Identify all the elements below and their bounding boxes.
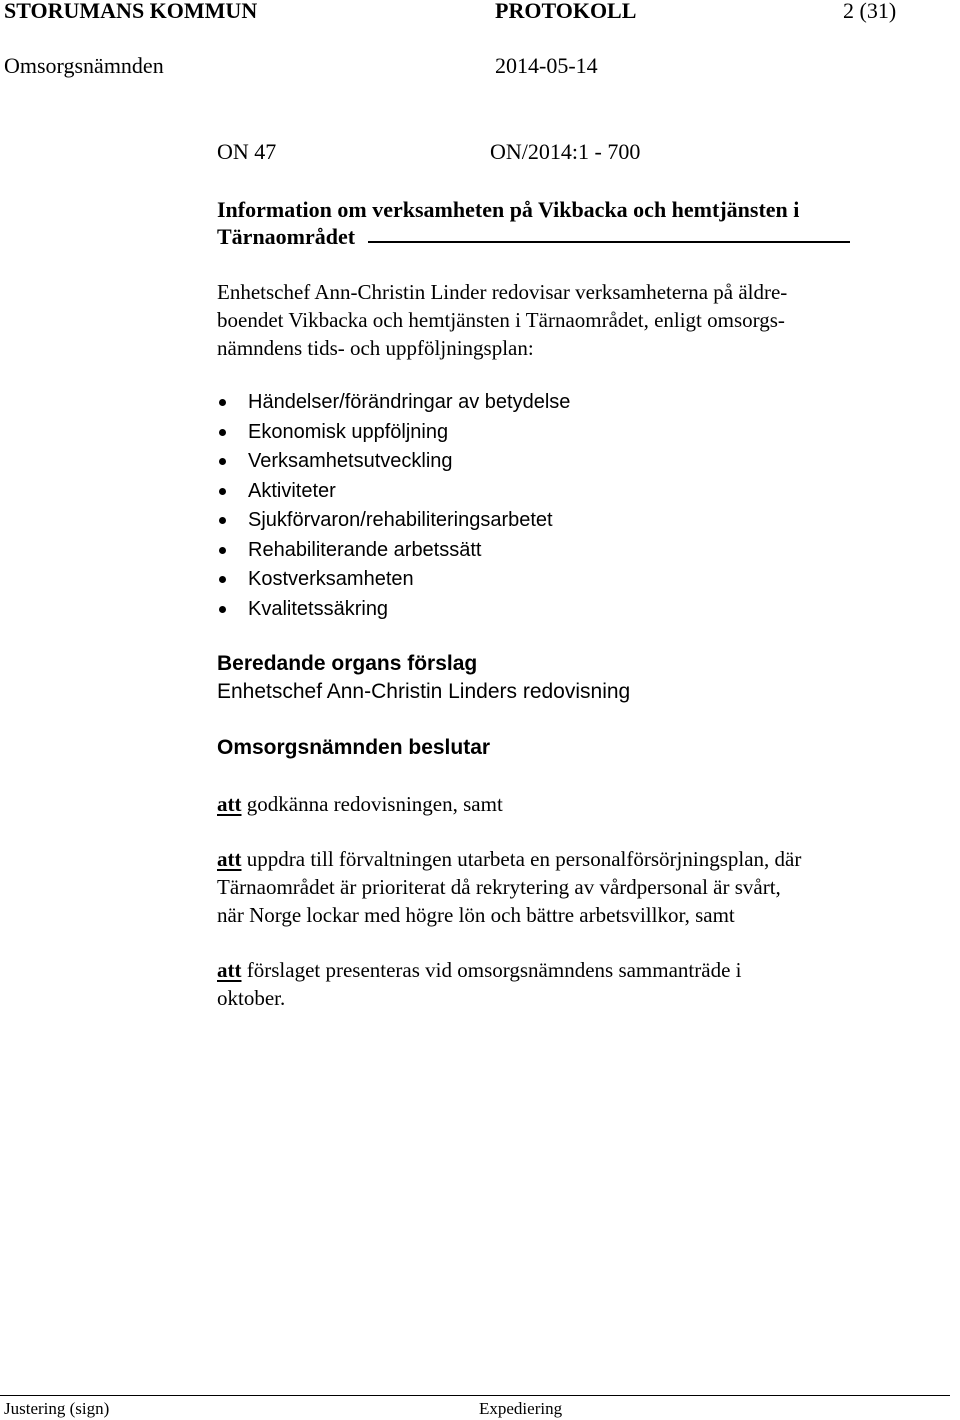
footer-expediering: Expediering	[479, 1399, 563, 1418]
proposal-heading: Beredande organs förslag	[217, 652, 478, 675]
decision-item-3-line2: oktober.	[217, 986, 286, 1010]
org-name: STORUMANS KOMMUN	[4, 0, 258, 23]
decision-heading: Omsorgsnämnden beslutar	[217, 736, 491, 759]
document-type: PROTOKOLL	[495, 0, 637, 23]
intro-line3: nämndens tids- och uppföljningsplan:	[217, 336, 534, 360]
page-number: 2 (31)	[843, 0, 897, 23]
bullet-dot-icon	[219, 458, 226, 465]
proposal-text: Enhetschef Ann-Christin Linders redovisning	[217, 680, 631, 703]
list-item: Ekonomisk uppföljning	[248, 421, 449, 443]
decision-item-text: uppdra till förvaltningen utarbeta en personalförsörjningsplan, där	[241, 847, 802, 871]
decision-item-text: godkänna redovisningen, samt	[241, 792, 503, 816]
list-item: Kostverksamheten	[248, 568, 414, 590]
case-title-line1: Information om verksamheten på Vikbacka och hemtjänsten i	[217, 197, 800, 222]
decision-item-2-line2: Tärnaområdet är prioriterat då rekrytering av vårdpersonal är svårt,	[217, 875, 781, 899]
list-item: Verksamhetsutveckling	[248, 450, 453, 472]
meeting-date: 2014-05-14	[495, 53, 598, 78]
list-item: Aktiviteter	[248, 480, 336, 502]
footer-divider	[0, 1395, 950, 1396]
bullet-dot-icon	[219, 547, 226, 554]
intro-line2: boendet Vikbacka och hemtjänsten i Tärnaområdet, enligt omsorgs-	[217, 308, 785, 332]
list-item: Sjukförvaron/rehabiliteringsarbetet	[248, 509, 553, 531]
title-underline	[368, 241, 850, 243]
decision-item-1	[217, 790, 503, 818]
bullet-dot-icon	[219, 399, 226, 406]
intro-line1: Enhetschef Ann-Christin Linder redovisar verksamheterna på äldre-	[217, 280, 788, 304]
decision-item-3-line1	[217, 956, 741, 984]
decision-item-2-line3: när Norge lockar med högre lön och bättre arbetsvillkor, samt	[217, 903, 735, 927]
footer-justering: Justering (sign)	[4, 1399, 110, 1418]
att-keyword: att	[217, 792, 242, 816]
bullet-dot-icon	[219, 488, 226, 495]
att-keyword: att	[217, 847, 242, 871]
case-number: ON 47	[217, 139, 277, 164]
committee-name: Omsorgsnämnden	[4, 53, 164, 78]
bullet-dot-icon	[219, 606, 226, 613]
list-item: Rehabiliterande arbetssätt	[248, 539, 482, 561]
bullet-dot-icon	[219, 576, 226, 583]
case-reference: ON/2014:1 - 700	[490, 139, 641, 164]
bullet-dot-icon	[219, 429, 226, 436]
decision-item-2-line1	[217, 845, 801, 873]
list-item: Kvalitetssäkring	[248, 598, 389, 620]
att-keyword: att	[217, 958, 242, 982]
bullet-dot-icon	[219, 517, 226, 524]
case-title-line2: Tärnaområdet	[217, 224, 356, 249]
list-item: Händelser/förändringar av betydelse	[248, 391, 571, 413]
decision-item-text: förslaget presenteras vid omsorgsnämndens sammanträde i	[241, 958, 742, 982]
